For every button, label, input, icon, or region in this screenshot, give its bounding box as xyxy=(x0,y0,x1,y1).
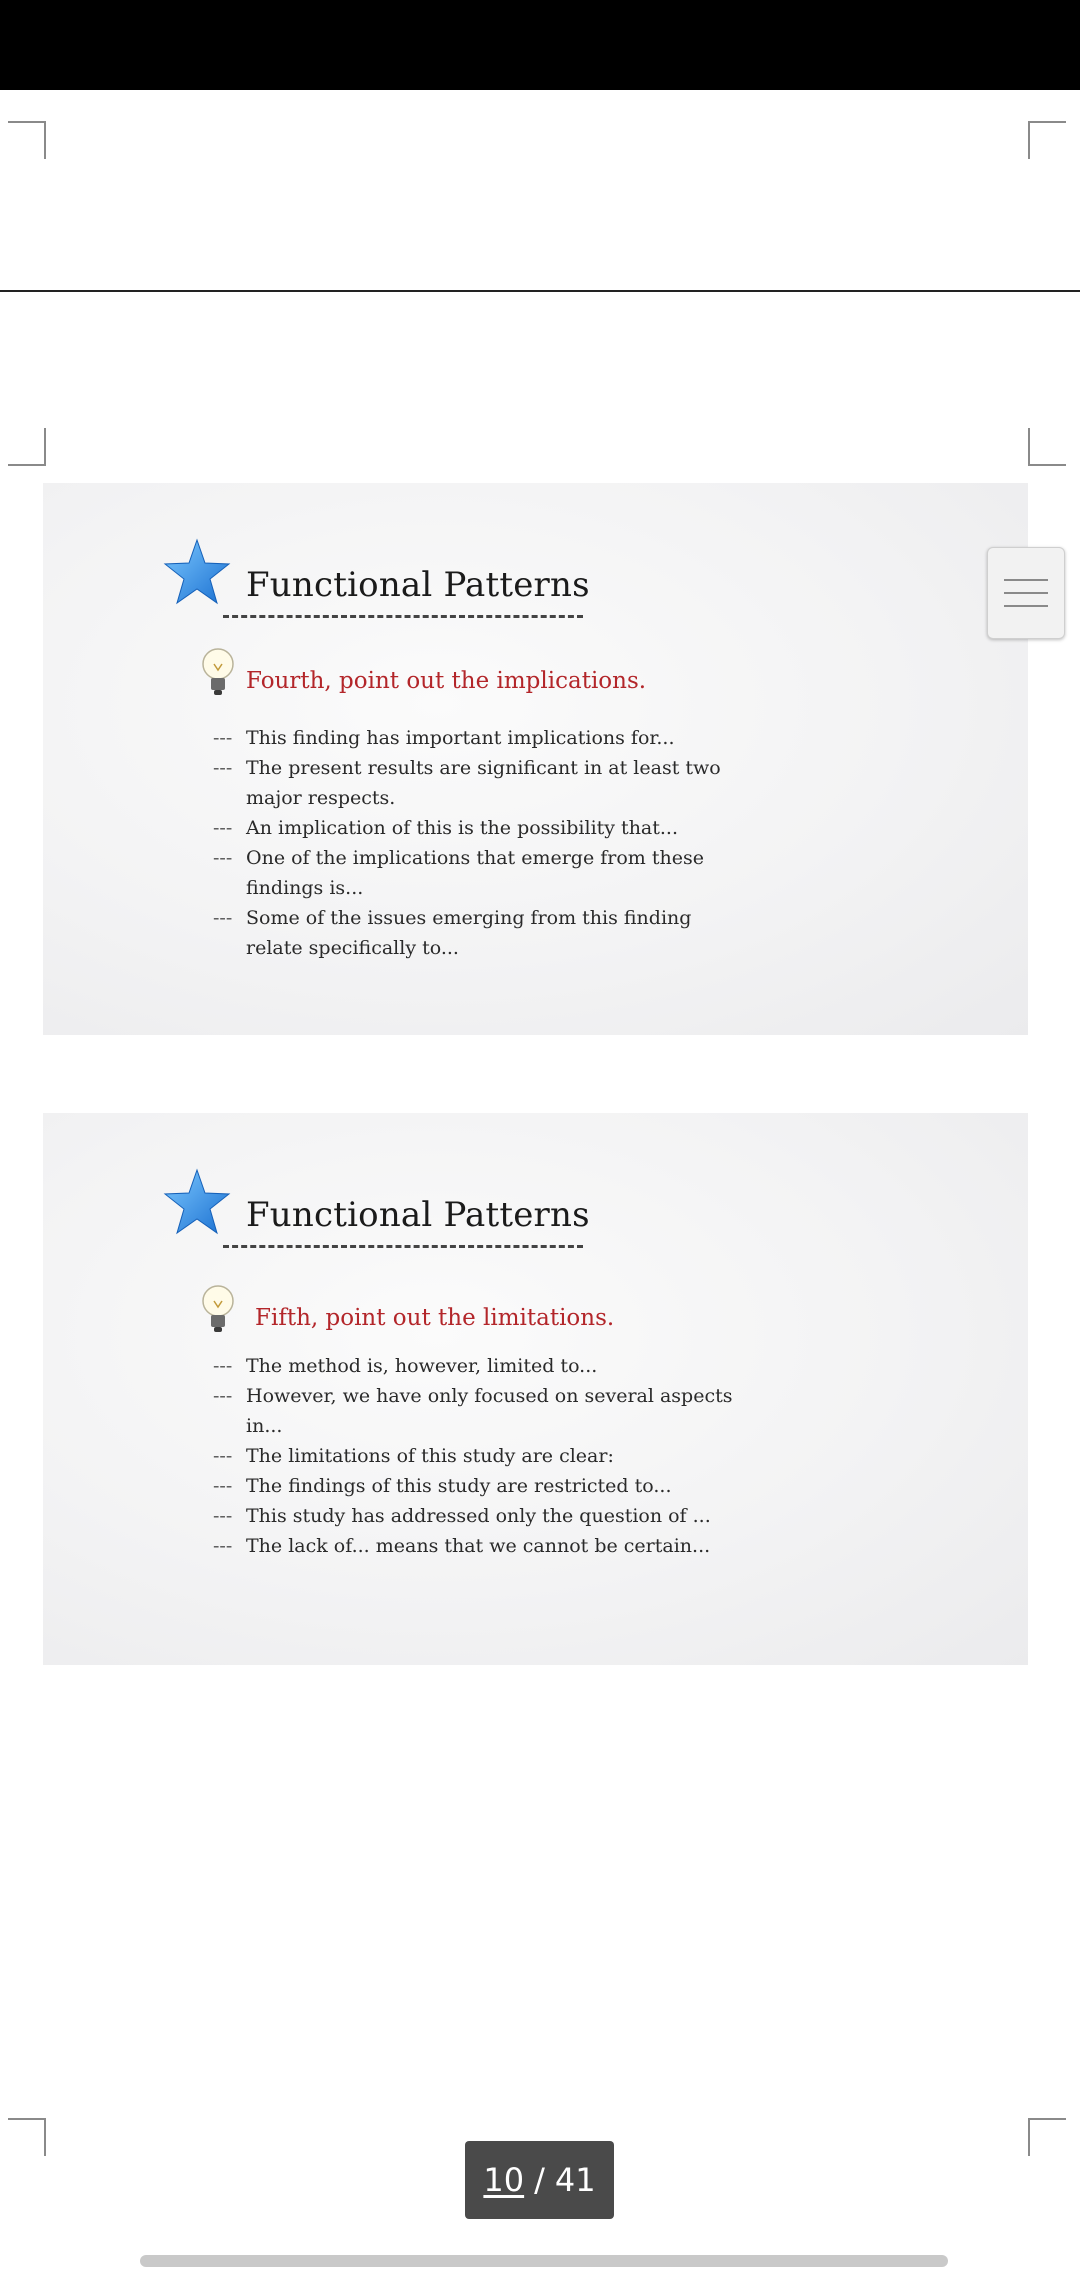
phrase-text: One of the implications that emerge from these xyxy=(246,847,704,869)
bullet-marker: --- xyxy=(213,1505,233,1527)
star-icon xyxy=(163,538,231,606)
list-item xyxy=(213,1531,733,1561)
title-dashed-underline xyxy=(223,615,583,618)
bullet-marker: --- xyxy=(213,1535,233,1557)
bullet-marker: --- xyxy=(213,1355,233,1377)
hamburger-menu-icon[interactable] xyxy=(987,547,1065,639)
slide-title: Functional Patterns xyxy=(246,1195,590,1235)
horizontal-scrollbar[interactable] xyxy=(140,2255,948,2267)
phrase-text: The findings of this study are restricted to... xyxy=(246,1475,672,1497)
phrase-text-continued: in... xyxy=(246,1415,283,1437)
bullet-marker: --- xyxy=(213,817,233,839)
phrase-text: This study has addressed only the question of ... xyxy=(246,1505,711,1527)
bullet-marker: --- xyxy=(213,1475,233,1497)
slide-limitations xyxy=(43,1113,1028,1665)
lightbulb-icon xyxy=(201,648,235,698)
phrase-text: The method is, however, limited to... xyxy=(246,1355,598,1377)
phrase-text: The lack of... means that we cannot be certain... xyxy=(246,1535,711,1557)
page-indicator[interactable] xyxy=(465,2141,614,2219)
list-item xyxy=(213,1351,733,1381)
phrase-text-continued: relate specifically to... xyxy=(246,937,459,959)
phrase-text: The present results are significant in at least two xyxy=(246,757,721,779)
page-separator: / xyxy=(534,2161,545,2199)
crop-mark-top-left xyxy=(8,2118,46,2156)
page-divider xyxy=(0,290,1080,292)
crop-mark-top-left xyxy=(8,121,46,159)
list-item xyxy=(213,1501,733,1531)
list-item xyxy=(213,813,733,843)
phrase-text: The limitations of this study are clear: xyxy=(246,1445,614,1467)
phrase-list xyxy=(213,723,733,963)
phrase-text: An implication of this is the possibility that... xyxy=(246,817,679,839)
list-item xyxy=(213,843,733,903)
phrase-text: This finding has important implications for... xyxy=(246,727,675,749)
bullet-marker: --- xyxy=(213,727,233,749)
slide-title: Functional Patterns xyxy=(246,565,590,605)
bullet-marker: --- xyxy=(213,907,233,929)
crop-mark-bottom-left xyxy=(8,428,46,466)
list-item xyxy=(213,1381,733,1441)
slide-subheading: Fourth, point out the implications. xyxy=(246,668,647,694)
title-dashed-underline xyxy=(223,1245,583,1248)
slide-subheading: Fifth, point out the limitations. xyxy=(255,1305,615,1331)
status-bar xyxy=(0,0,1080,90)
list-item xyxy=(213,1441,733,1471)
bullet-marker: --- xyxy=(213,757,233,779)
bullet-marker: --- xyxy=(213,1445,233,1467)
list-item xyxy=(213,753,733,813)
bullet-marker: --- xyxy=(213,847,233,869)
lightbulb-icon xyxy=(201,1285,235,1335)
total-pages: 41 xyxy=(554,2161,596,2199)
phrase-text: However, we have only focused on several aspects xyxy=(246,1385,733,1407)
crop-mark-bottom-right xyxy=(1028,428,1066,466)
list-item xyxy=(213,1471,733,1501)
star-icon xyxy=(163,1168,231,1236)
list-item xyxy=(213,723,733,753)
list-item xyxy=(213,903,733,963)
phrase-list xyxy=(213,1351,733,1561)
phrase-text-continued: major respects. xyxy=(246,787,396,809)
current-page[interactable]: 10 xyxy=(483,2161,525,2199)
slide-implications xyxy=(43,483,1028,1035)
crop-mark-top-right xyxy=(1028,121,1066,159)
phrase-text-continued: findings is... xyxy=(246,877,364,899)
bullet-marker: --- xyxy=(213,1385,233,1407)
phrase-text: Some of the issues emerging from this finding xyxy=(246,907,692,929)
crop-mark-top-right xyxy=(1028,2118,1066,2156)
